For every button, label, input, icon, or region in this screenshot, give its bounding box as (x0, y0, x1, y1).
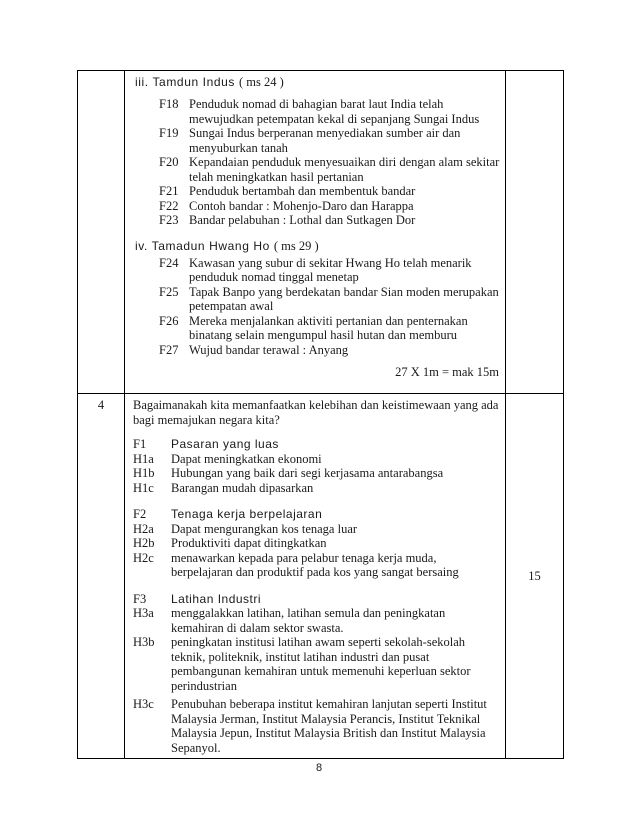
section-iv (125, 239, 505, 358)
marks-total: 27 X 1m = mak 15m (395, 365, 499, 379)
section-heading: iii. Tamdun Indus ( ms 24 ) (135, 75, 284, 89)
question-number-cell (78, 71, 125, 394)
table-row (78, 394, 564, 759)
list-item: H2c menawarkan kepada para pelabur tenaga kerja muda, berpelajaran dan produktif pada kos yang sangat bersaing (133, 550, 459, 579)
answer-scheme-table (77, 70, 564, 759)
list-item: H1b Hubungan yang baik dari segi kerjasama antarabangsa (133, 466, 444, 480)
list-item: F24 Kawasan yang subur di sekitar Hwang Ho telah menarik penduduk nomad tinggal menetap (159, 255, 472, 284)
question-text: Bagaimanakah kita memanfaatkan kelebihan dan keistimewaan yang ada bagi memajukan negara kita? (133, 398, 499, 427)
list-item: F18 Penduduk nomad di bahagian barat laut India telah mewujudkan petempatan kekal di sepanjang Sungai Indus (159, 97, 480, 126)
list-item: F20 Kepandaian penduduk menyesuaikan diri dengan alam sekitar telah meningkatkan hasil pertanian (159, 155, 500, 184)
list-item: H3c Penubuhan beberapa institut kemahiran lanjutan seperti Institut Malaysia Jerman, Institut Malaysia Perancis, Institut Teknikal Malaysia Jepun, Institut Malaysia British dan Institut Malaysia Sepanyol. (133, 697, 487, 755)
list-item: H1c Barangan mudah dipasarkan (133, 480, 314, 495)
group-heading: F1 Pasaran yang luas (133, 437, 279, 451)
list-item: F25 Tapak Banpo yang berdekatan bandar Sian moden merupakan petempatan awal (159, 284, 499, 313)
point-list (159, 97, 505, 228)
list-item: F21 Penduduk bertambah dan membentuk bandar (159, 184, 416, 198)
table-row (78, 71, 564, 394)
section-iii (125, 75, 505, 228)
list-item: F22 Contoh bandar : Mohenjo-Daro dan Harappa (159, 198, 414, 213)
group-heading: F2 Tenaga kerja berpelajaran (133, 507, 323, 521)
marks-value: 15 (506, 394, 564, 759)
list-item: H1a Dapat meningkatkan ekonomi (133, 451, 322, 466)
list-item: F19 Sungai Indus berperanan menyediakan sumber air dan menyuburkan tanah (159, 126, 461, 155)
list-item: H3a menggalakkan latihan, latihan semula dan peningkatan kemahiran di dalam sektor swasta. (133, 606, 446, 635)
page-number: 8 (315, 762, 323, 774)
section-heading: iv. Tamadun Hwang Ho ( ms 29 ) (135, 238, 319, 253)
answer-cell (125, 71, 506, 394)
question-number: 4 (78, 394, 125, 759)
group-heading: F3 Latihan Industri (133, 591, 262, 606)
list-item: F23 Bandar pelabuhan : Lothal dan Sutkagen Dor (159, 213, 416, 227)
list-item: H3b peningkatan institusi latihan awam seperti sekolah-sekolah teknik, politeknik, institut latihan industri dan pusat pembangunan kemahiran untuk memenuhi keperluan sektor perindustrian (133, 635, 471, 693)
list-item: F26 Mereka menjalankan aktiviti pertanian dan penternakan binatang selain mengumpul hasil hutan dan memburu (159, 313, 468, 342)
point-list (159, 256, 505, 358)
list-item: H2b Produktiviti dapat ditingkatkan (133, 536, 327, 550)
list-item: H2a Dapat mengurangkan kos tenaga luar (133, 521, 358, 536)
answer-cell (125, 394, 506, 759)
marks-cell (506, 71, 564, 394)
list-item: F27 Wujud bandar terawal : Anyang (159, 342, 349, 357)
